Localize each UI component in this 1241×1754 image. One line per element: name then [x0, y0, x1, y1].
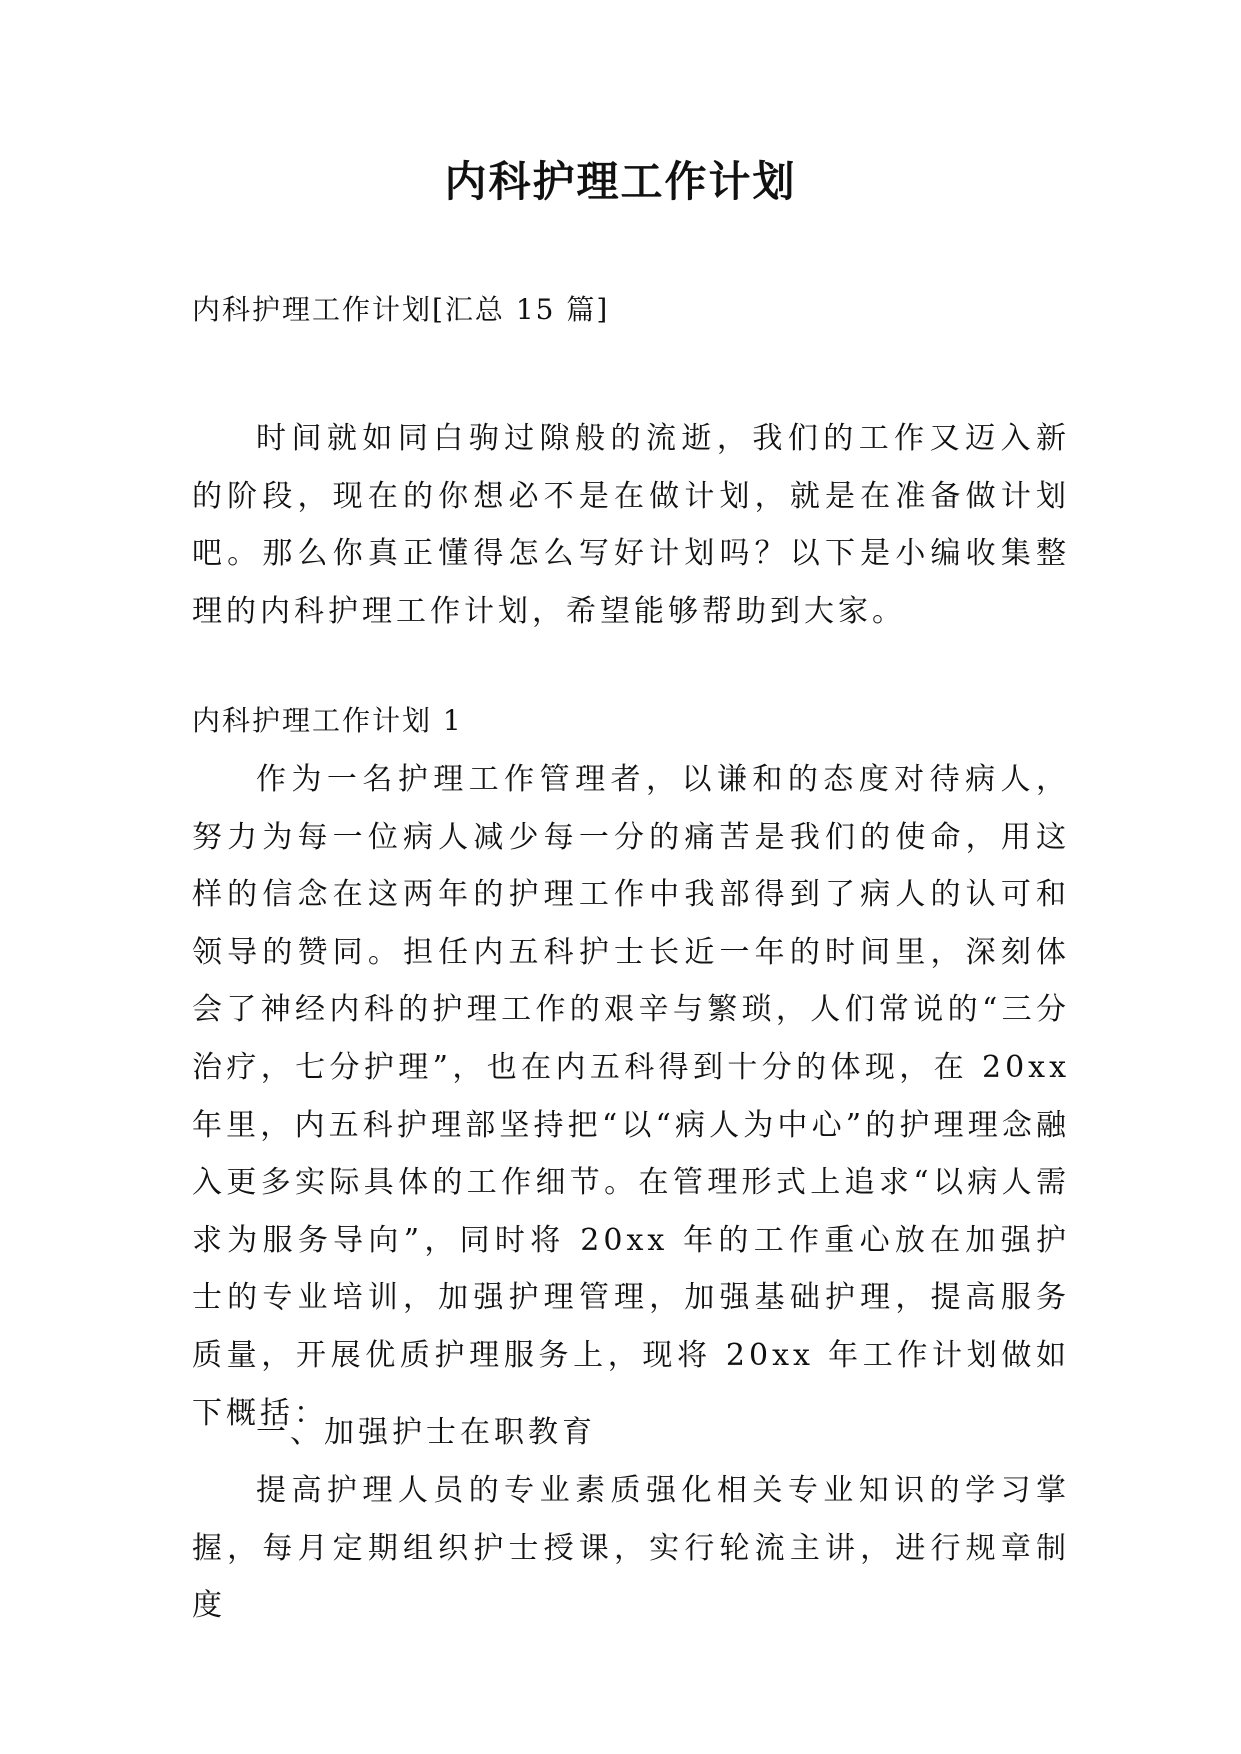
item-heading: 一、加强护士在职教育: [256, 1415, 596, 1450]
item-body-paragraph: 提高护理人员的专业素质强化相关专业知识的学习掌握，每月定期组织护士授课，实行轮流主讲，进行规章制度: [192, 1473, 1070, 1624]
section-body-paragraph: 作为一名护理工作管理者，以谦和的态度对待病人，努力为每一位病人减少每一分的痛苦是我们的使命，用这样的信念在这两年的护理工作中我部得到了病人的认可和领导的赞同。担任内五科护士长近一年的时间里，深刻体会了神经内科的护理工作的艰辛与繁琐，人们常说的“三分治疗，七分护理”，也在内五科得到十分的体现，在 20xx 年里，内五科护理部坚持把“以“病人为中心”的护理理念融入更多实际具体的工作细节。在管理形式上追求“以病人需求为服务导向”，同时将 20xx 年的工作重心放在加强护士的专业培训，加强护理管理，加强基础护理，提高服务质量，开展优质护理服务上，现将 20xx 年工作计划做如下概括：: [192, 762, 1070, 1431]
section-heading: 内科护理工作计划 1: [192, 704, 463, 737]
document-title: 内科护理工作计划: [444, 157, 797, 206]
intro-paragraph: 时间就如同白驹过隙般的流逝，我们的工作又迈入新的阶段，现在的你想必不是在做计划，就是在准备做计划吧。那么你真正懂得怎么写好计划吗？以下是小编收集整理的内科护理工作计划，希望能够帮助到大家。: [192, 421, 1070, 629]
document-subtitle: 内科护理工作计划[汇总 15 篇]: [192, 293, 610, 326]
